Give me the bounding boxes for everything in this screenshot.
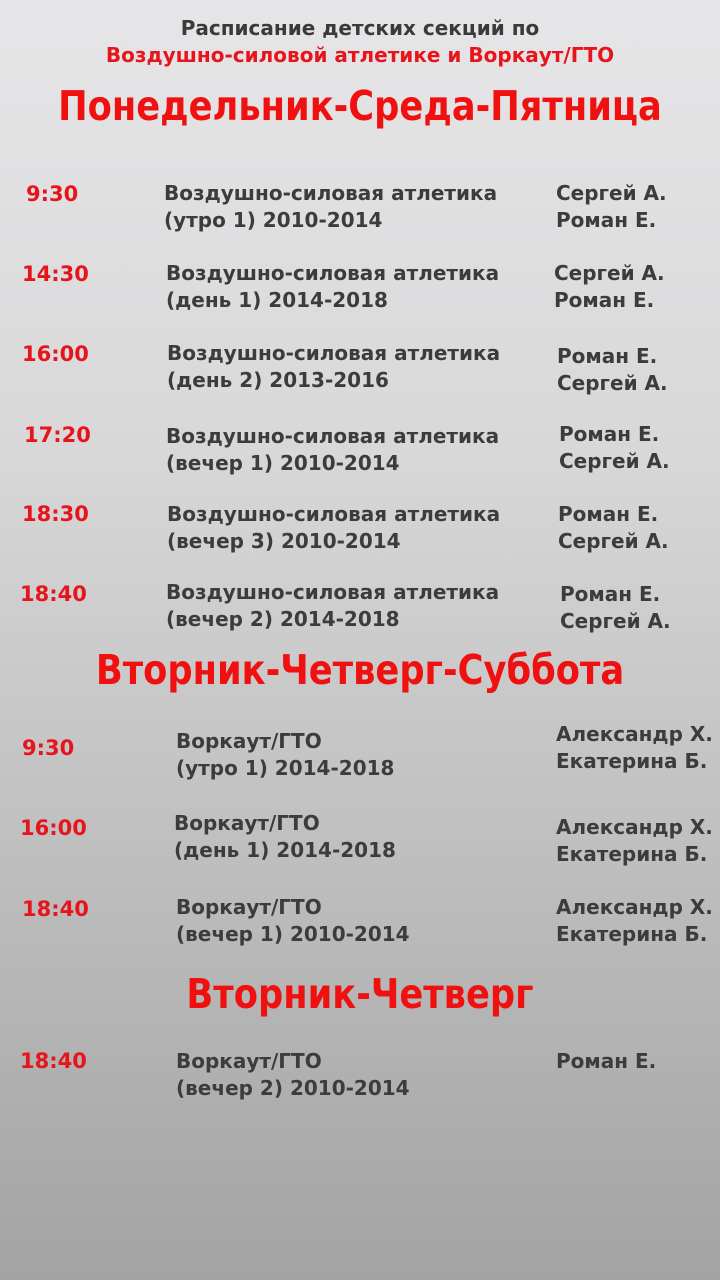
section-name: Воркаут/ГТО (вечер 2) 2010-2014: [176, 1049, 410, 1100]
coaches: Роман Е. Сергей А.: [559, 422, 670, 473]
day-heading-mon-wed-fri: Понедельник-Среда-Пятница: [58, 82, 662, 130]
time: 18:40: [22, 897, 89, 921]
header-title: Расписание детских секций по: [180, 16, 540, 40]
section-name: Воркаут/ГТО (утро 1) 2014-2018: [176, 729, 395, 780]
time: 14:30: [22, 262, 89, 286]
header-subtitle: Воздушно-силовой атлетике и Воркаут/ГТО: [105, 43, 615, 67]
time: 16:00: [20, 816, 87, 840]
day-heading-tue-thu-sat: Вторник-Четверг-Суббота: [95, 646, 625, 694]
time: 16:00: [22, 342, 89, 366]
section-name: Воздушно-силовая атлетика (вечер 2) 2014-2018: [166, 580, 500, 631]
coaches: Роман Е.: [556, 1049, 657, 1073]
coaches: Сергей А. Роман Е.: [556, 181, 667, 232]
coaches: Александр Х. Екатерина Б.: [556, 815, 713, 866]
time: 18:40: [20, 1049, 87, 1073]
section-name: Воздушно-силовая атлетика (утро 1) 2010-2014: [164, 181, 498, 232]
time: 17:20: [24, 423, 91, 447]
time: 9:30: [26, 182, 79, 206]
time: 18:30: [22, 502, 89, 526]
section-name: Воздушно-силовая атлетика (день 1) 2014-2018: [166, 261, 500, 312]
coaches: Александр Х. Екатерина Б.: [556, 722, 713, 773]
section-name: Воркаут/ГТО (день 1) 2014-2018: [174, 811, 396, 862]
time: 9:30: [22, 736, 75, 760]
section-name: Воздушно-силовая атлетика (день 2) 2013-2016: [167, 341, 501, 392]
coaches: Роман Е. Сергей А.: [558, 502, 669, 553]
coaches: Роман Е. Сергей А.: [557, 344, 668, 395]
section-name: Воздушно-силовая атлетика (вечер 1) 2010-2014: [166, 424, 500, 475]
coaches: Александр Х. Екатерина Б.: [556, 895, 713, 946]
section-name: Воркаут/ГТО (вечер 1) 2010-2014: [176, 895, 410, 946]
time: 18:40: [20, 582, 87, 606]
day-heading-tue-thu: Вторник-Четверг: [186, 970, 534, 1018]
section-name: Воздушно-силовая атлетика (вечер 3) 2010-2014: [167, 502, 501, 553]
coaches: Роман Е. Сергей А.: [560, 582, 671, 633]
coaches: Сергей А. Роман Е.: [554, 261, 665, 312]
